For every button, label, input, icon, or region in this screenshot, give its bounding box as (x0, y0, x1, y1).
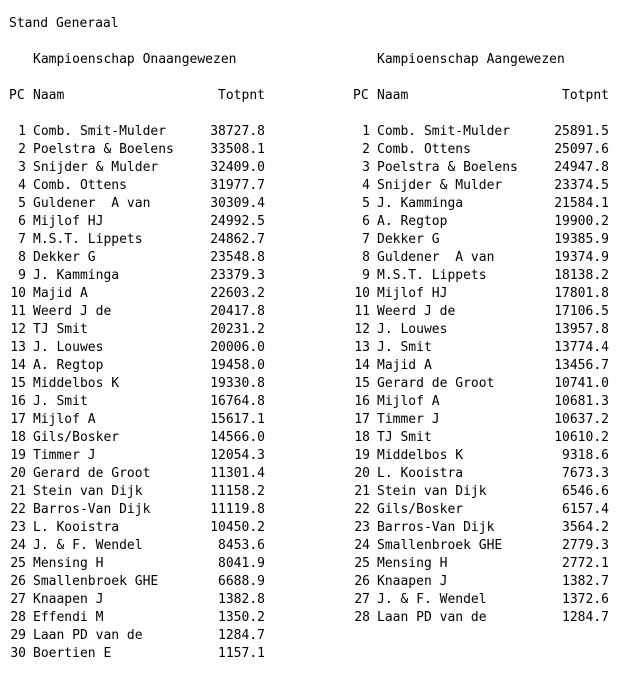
row-pc: 29 (10, 628, 26, 643)
row-naam: Laan PD van de (33, 628, 143, 643)
row-totpnt: 22603.2 (210, 286, 265, 301)
row-naam: Snijder & Mulder (377, 178, 503, 193)
row-pc: 2 (362, 142, 370, 157)
row-naam: J. Louwes (33, 340, 104, 355)
row-naam: Comb. Ottens (377, 142, 471, 157)
row-totpnt: 9318.6 (562, 448, 609, 463)
aangewezen-naam-header: Naam (377, 88, 409, 103)
row-pc: 6 (18, 214, 26, 229)
row-totpnt: 31977.7 (210, 178, 265, 193)
row-pc: 9 (18, 268, 26, 283)
row-naam: Boertien E (33, 646, 112, 661)
table-row (0, 195, 625, 213)
row-pc: 25 (10, 556, 26, 571)
row-totpnt: 23374.5 (554, 178, 609, 193)
row-naam: Gerard de Groot (33, 466, 151, 481)
row-pc: 1 (362, 124, 370, 139)
row-naam: Snijder & Mulder (33, 160, 159, 175)
row-pc: 24 (10, 538, 26, 553)
row-naam: Weerd J de (377, 304, 456, 319)
row-naam: Mijlof HJ (33, 214, 104, 229)
row-pc: 21 (10, 484, 26, 499)
row-naam: Mijlof HJ (377, 286, 448, 301)
row-pc: 16 (354, 394, 370, 409)
row-pc: 14 (354, 358, 370, 373)
row-naam: Dekker G (33, 250, 96, 265)
table-row (0, 249, 625, 267)
table-row (0, 537, 625, 555)
row-naam: J. & F. Wendel (33, 538, 143, 553)
aangewezen-totpnt-header: Totpnt (562, 88, 609, 103)
row-pc: 28 (10, 610, 26, 625)
row-pc: 22 (354, 502, 370, 517)
row-pc: 10 (10, 286, 26, 301)
row-pc: 13 (10, 340, 26, 355)
row-naam: Barros-Van Dijk (33, 502, 151, 517)
row-pc: 21 (354, 484, 370, 499)
row-totpnt: 18138.2 (554, 268, 609, 283)
row-pc: 12 (354, 322, 370, 337)
row-naam: J. & F. Wendel (377, 592, 487, 607)
row-totpnt: 33508.1 (210, 142, 265, 157)
row-naam: L. Kooistra (33, 520, 120, 535)
row-naam: TJ Smit (33, 322, 88, 337)
row-naam: Smallenbroek GHE (33, 574, 159, 589)
table-row (0, 501, 625, 519)
table-row (0, 447, 625, 465)
row-totpnt: 20231.2 (210, 322, 265, 337)
row-naam: Gerard de Groot (377, 376, 495, 391)
row-naam: Comb. Smit-Mulder (377, 124, 511, 139)
row-pc: 19 (10, 448, 26, 463)
table-row (0, 357, 625, 375)
row-naam: Comb. Smit-Mulder (33, 124, 167, 139)
table-row (0, 573, 625, 591)
row-naam: Mijlof A (377, 394, 440, 409)
table-row (0, 231, 625, 249)
row-naam: Knaapen J (377, 574, 448, 589)
aangewezen-title: Kampioenschap Aangewezen (377, 52, 565, 67)
row-naam: M.S.T. Lippets (33, 232, 143, 247)
row-pc: 30 (10, 646, 26, 661)
row-naam: Weerd J de (33, 304, 112, 319)
row-totpnt: 14566.0 (210, 430, 265, 445)
row-totpnt: 20006.0 (210, 340, 265, 355)
row-totpnt: 7673.3 (562, 466, 609, 481)
row-totpnt: 10637.2 (554, 412, 609, 427)
row-pc: 18 (10, 430, 26, 445)
row-naam: J. Kamminga (33, 268, 120, 283)
row-pc: 3 (362, 160, 370, 175)
row-totpnt: 11158.2 (210, 484, 265, 499)
row-totpnt: 17801.8 (554, 286, 609, 301)
row-naam: Effendi M (33, 610, 104, 625)
page-title: Stand Generaal (9, 16, 119, 31)
row-naam: Knaapen J (33, 592, 104, 607)
row-pc: 4 (362, 178, 370, 193)
row-pc: 26 (354, 574, 370, 589)
row-totpnt: 38727.8 (210, 124, 265, 139)
row-totpnt: 13957.8 (554, 322, 609, 337)
row-totpnt: 10450.2 (210, 520, 265, 535)
row-totpnt: 11119.8 (210, 502, 265, 517)
row-totpnt: 19385.9 (554, 232, 609, 247)
row-totpnt: 32409.0 (210, 160, 265, 175)
row-totpnt: 3564.2 (562, 520, 609, 535)
row-naam: Mensing H (377, 556, 448, 571)
row-naam: A. Regtop (377, 214, 448, 229)
row-pc: 20 (354, 466, 370, 481)
row-pc: 5 (362, 196, 370, 211)
row-totpnt: 19458.0 (210, 358, 265, 373)
row-pc: 20 (10, 466, 26, 481)
row-naam: Guldener A van (377, 250, 495, 265)
row-pc: 10 (354, 286, 370, 301)
row-totpnt: 10681.3 (554, 394, 609, 409)
table-row (0, 177, 625, 195)
row-totpnt: 13774.4 (554, 340, 609, 355)
row-naam: Mensing H (33, 556, 104, 571)
row-totpnt: 25097.6 (554, 142, 609, 157)
row-pc: 7 (18, 232, 26, 247)
row-pc: 1 (18, 124, 26, 139)
row-totpnt: 1382.7 (562, 574, 609, 589)
table-row (0, 627, 625, 645)
row-totpnt: 23548.8 (210, 250, 265, 265)
aangewezen-pc-header: PC (353, 88, 369, 103)
table-row (0, 429, 625, 447)
onaangewezen-totpnt-header: Totpnt (218, 88, 265, 103)
row-naam: Guldener A van (33, 196, 151, 211)
row-totpnt: 19374.9 (554, 250, 609, 265)
row-naam: Timmer J (33, 448, 96, 463)
row-naam: Laan PD van de (377, 610, 487, 625)
row-pc: 8 (18, 250, 26, 265)
row-naam: J. Smit (33, 394, 88, 409)
table-row (0, 591, 625, 609)
row-totpnt: 2772.1 (562, 556, 609, 571)
row-totpnt: 24992.5 (210, 214, 265, 229)
row-naam: Smallenbroek GHE (377, 538, 503, 553)
row-pc: 18 (354, 430, 370, 445)
row-pc: 12 (10, 322, 26, 337)
table-row (0, 267, 625, 285)
table-row (0, 609, 625, 627)
row-pc: 17 (354, 412, 370, 427)
table-row (0, 375, 625, 393)
row-pc: 4 (18, 178, 26, 193)
row-pc: 26 (10, 574, 26, 589)
row-pc: 15 (10, 376, 26, 391)
row-totpnt: 1157.1 (218, 646, 265, 661)
row-totpnt: 16764.8 (210, 394, 265, 409)
row-totpnt: 19900.2 (554, 214, 609, 229)
row-naam: J. Kamminga (377, 196, 464, 211)
row-totpnt: 13456.7 (554, 358, 609, 373)
row-pc: 3 (18, 160, 26, 175)
row-naam: Gils/Bosker (377, 502, 464, 517)
row-naam: Stein van Dijk (377, 484, 487, 499)
row-totpnt: 15617.1 (210, 412, 265, 427)
row-pc: 27 (354, 592, 370, 607)
row-totpnt: 8041.9 (218, 556, 265, 571)
table-row (0, 159, 625, 177)
table-row (0, 123, 625, 141)
row-totpnt: 23379.3 (210, 268, 265, 283)
row-pc: 17 (10, 412, 26, 427)
row-totpnt: 1284.7 (562, 610, 609, 625)
onaangewezen-naam-header: Naam (33, 88, 65, 103)
row-pc: 9 (362, 268, 370, 283)
table-row (0, 519, 625, 537)
row-naam: Middelbos K (33, 376, 120, 391)
row-totpnt: 21584.1 (554, 196, 609, 211)
row-pc: 16 (10, 394, 26, 409)
row-totpnt: 2779.3 (562, 538, 609, 553)
row-totpnt: 30309.4 (210, 196, 265, 211)
row-totpnt: 17106.5 (554, 304, 609, 319)
row-totpnt: 11301.4 (210, 466, 265, 481)
table-row (0, 339, 625, 357)
table-row (0, 141, 625, 159)
row-naam: Poelstra & Boelens (377, 160, 518, 175)
table-row (0, 321, 625, 339)
row-pc: 5 (18, 196, 26, 211)
row-totpnt: 24862.7 (210, 232, 265, 247)
table-row (0, 465, 625, 483)
row-naam: Dekker G (377, 232, 440, 247)
row-naam: M.S.T. Lippets (377, 268, 487, 283)
table-row (0, 285, 625, 303)
row-naam: Timmer J (377, 412, 440, 427)
row-totpnt: 25891.5 (554, 124, 609, 139)
onaangewezen-pc-header: PC (9, 88, 25, 103)
row-totpnt: 10610.2 (554, 430, 609, 445)
row-pc: 27 (10, 592, 26, 607)
row-pc: 11 (10, 304, 26, 319)
row-pc: 23 (10, 520, 26, 535)
row-pc: 6 (362, 214, 370, 229)
table-row (0, 213, 625, 231)
row-totpnt: 24947.8 (554, 160, 609, 175)
row-totpnt: 1382.8 (218, 592, 265, 607)
onaangewezen-title: Kampioenschap Onaangewezen (33, 52, 237, 67)
row-naam: Poelstra & Boelens (33, 142, 174, 157)
row-pc: 2 (18, 142, 26, 157)
table-row (0, 483, 625, 501)
row-pc: 11 (354, 304, 370, 319)
row-naam: Barros-Van Dijk (377, 520, 495, 535)
row-pc: 7 (362, 232, 370, 247)
row-totpnt: 6688.9 (218, 574, 265, 589)
row-totpnt: 1350.2 (218, 610, 265, 625)
row-naam: Comb. Ottens (33, 178, 127, 193)
row-totpnt: 1284.7 (218, 628, 265, 643)
row-naam: J. Smit (377, 340, 432, 355)
row-pc: 28 (354, 610, 370, 625)
table-row (0, 555, 625, 573)
row-totpnt: 12054.3 (210, 448, 265, 463)
row-totpnt: 6546.6 (562, 484, 609, 499)
row-pc: 25 (354, 556, 370, 571)
row-totpnt: 8453.6 (218, 538, 265, 553)
row-naam: TJ Smit (377, 430, 432, 445)
row-totpnt: 1372.6 (562, 592, 609, 607)
row-pc: 19 (354, 448, 370, 463)
row-pc: 8 (362, 250, 370, 265)
row-totpnt: 20417.8 (210, 304, 265, 319)
row-naam: Gils/Bosker (33, 430, 120, 445)
table-row (0, 411, 625, 429)
row-naam: Stein van Dijk (33, 484, 143, 499)
row-naam: Majid A (377, 358, 432, 373)
row-pc: 15 (354, 376, 370, 391)
row-pc: 14 (10, 358, 26, 373)
row-pc: 22 (10, 502, 26, 517)
row-naam: Majid A (33, 286, 88, 301)
row-naam: L. Kooistra (377, 466, 464, 481)
row-naam: Mijlof A (33, 412, 96, 427)
table-row (0, 303, 625, 321)
row-totpnt: 10741.0 (554, 376, 609, 391)
table-row (0, 393, 625, 411)
row-pc: 23 (354, 520, 370, 535)
row-pc: 24 (354, 538, 370, 553)
row-totpnt: 6157.4 (562, 502, 609, 517)
row-naam: A. Regtop (33, 358, 104, 373)
table-row (0, 645, 625, 663)
row-pc: 13 (354, 340, 370, 355)
row-totpnt: 19330.8 (210, 376, 265, 391)
row-naam: Middelbos K (377, 448, 464, 463)
row-naam: J. Louwes (377, 322, 448, 337)
